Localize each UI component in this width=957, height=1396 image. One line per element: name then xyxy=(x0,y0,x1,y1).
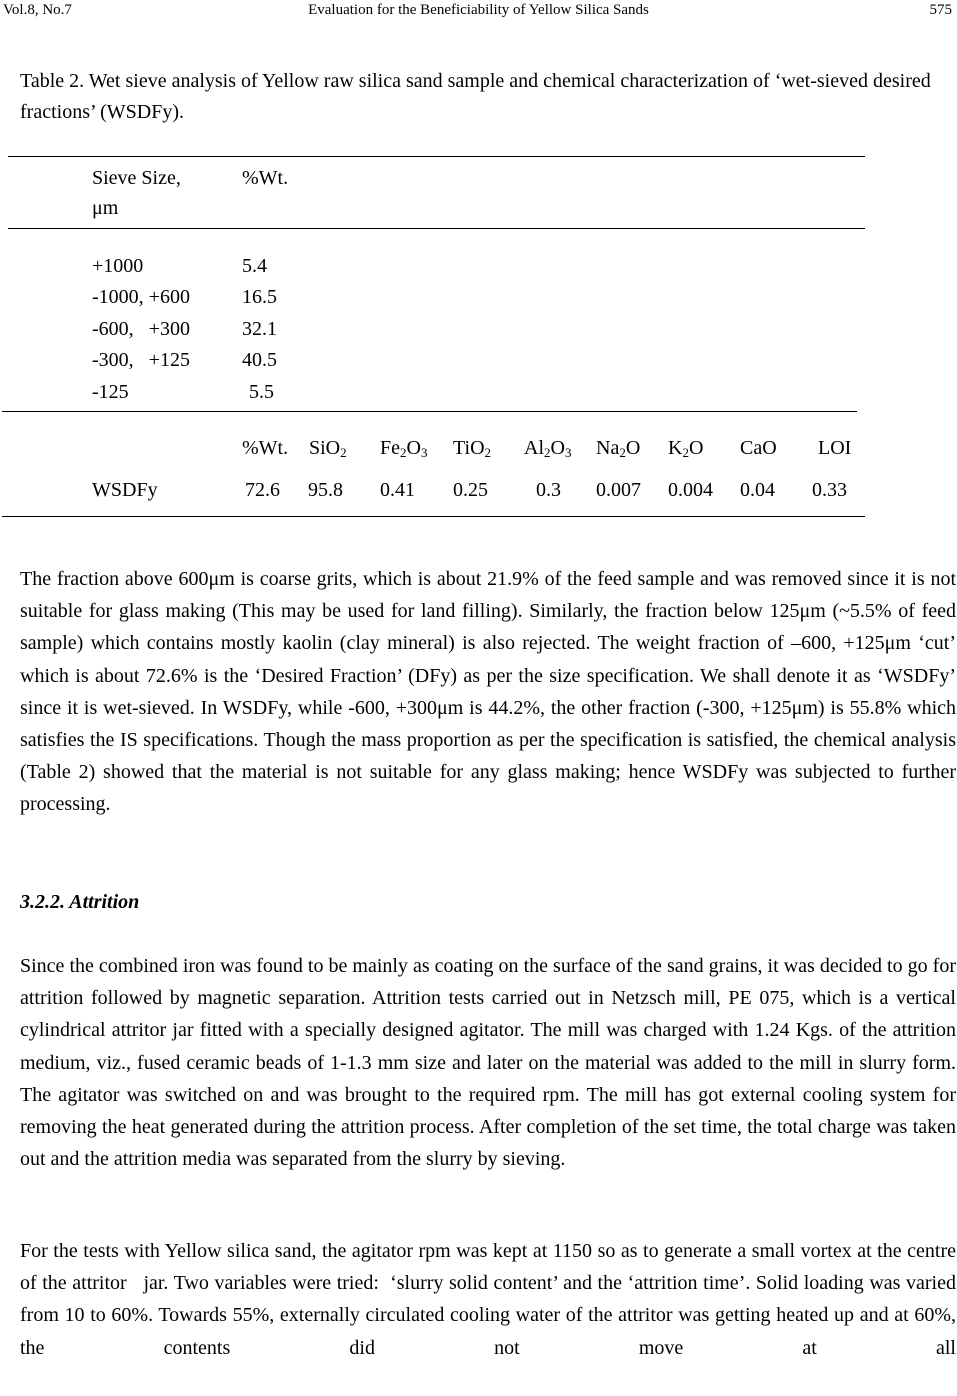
chem-cell-k2o: 0.004 xyxy=(668,479,713,501)
chem-cell-cao: 0.04 xyxy=(740,479,775,501)
chem-header-tio2: TiO$_2$ xyxy=(453,437,492,460)
sieve-size: -1000, +600 xyxy=(92,286,190,308)
sieve-size: -125 xyxy=(92,381,129,403)
col-header-sieve-unit: μm xyxy=(92,197,119,219)
chem-cell-al2o3: 0.3 xyxy=(536,479,561,501)
sieve-size: -300, +125 xyxy=(92,349,190,371)
chem-header-fe2o3: $Fe_2O_3$ xyxy=(380,437,428,460)
table-top-rule xyxy=(8,156,865,157)
table-header-rule xyxy=(8,228,865,229)
chem-header-loi: LOI xyxy=(818,437,852,459)
table-caption: Table 2. Wet sieve analysis of Yellow raw silica sand sample and chemical characterization of ‘wet-sieved desired fractions’ (WSDFy). xyxy=(20,70,931,123)
table-bottom-rule xyxy=(2,516,865,517)
chem-cell-tio2: 0.25 xyxy=(453,479,488,501)
page-number: 575 xyxy=(929,2,952,18)
paragraph-attrition-tests: For the tests with Yellow silica sand, the agitator rpm was kept at 1150 so as to generate a small vortex at the centre of the attritor jar. Two variables were tried: ‘slurry solid content’ and the ‘attrition time’. Solid loading was varied from 10 to 60%. Towards 55%, externally circulated cooling water of the attritor was getting heated up and at 60%, the contents did not move at all xyxy=(20,1240,956,1359)
chem-cell-sio2: 95.8 xyxy=(308,479,343,501)
chem-header-wt: %Wt. xyxy=(242,437,289,459)
col-header-sieve-size: Sieve Size, xyxy=(92,167,181,189)
sieve-wt: 40.5 xyxy=(242,349,277,371)
chem-cell-na2o: 0.007 xyxy=(596,479,641,501)
paragraph-size-fractions: The fraction above 600μm is coarse grits, which is about 21.9% of the feed sample and was removed since it is not suitable for glass making (This may be used for land filling). Similarly, the fraction below 125μm (~5.5% of feed sample) which contains mostly kaolin (clay mineral) is also rejected. The weight fraction of –600, +125μm ‘cut’ which is about 72.6% is the ‘Desired Fraction’ (DFy) as per the size specification. We shall denote it as ‘WSDFy’ since it is wet-sieved. In WSDFy, while -600, +300μm is 44.2%, the other fraction (-300, +125μm) is 55.8% which satisfies the IS specifications. Though the mass proportion as per the specification is satisfied, the chemical analysis (Table 2) showed that the material is not suitable for any glass making; hence WSDFy was subjected to further processing. xyxy=(20,568,956,816)
running-title: Evaluation for the Beneficiability of Yellow Silica Sands xyxy=(308,2,649,18)
sieve-size: +1000 xyxy=(92,255,144,277)
col-header-wt: %Wt. xyxy=(242,167,289,189)
sieve-wt: 16.5 xyxy=(242,286,277,308)
chem-cell-loi: 0.33 xyxy=(812,479,847,501)
chem-cell-wt: 72.6 xyxy=(245,479,280,501)
sieve-wt: 5.4 xyxy=(242,255,267,277)
sieve-wt: 32.1 xyxy=(242,318,277,340)
chem-cell-fe2o3: 0.41 xyxy=(380,479,415,501)
sieve-wt: 5.5 xyxy=(249,381,274,403)
chem-header-na2o: $Na_2O$ xyxy=(596,437,641,460)
chem-row-label: WSDFy xyxy=(92,479,158,501)
chem-header-sio2: SiO$_2$ xyxy=(309,437,347,460)
sieve-size: -600, +300 xyxy=(92,318,190,340)
journal-volume: Vol.8, No.7 xyxy=(3,2,72,18)
section-heading-attrition: 3.2.2. Attrition xyxy=(20,891,140,913)
chem-header-al2o3: $Al_2O_3$ xyxy=(524,437,572,460)
chem-header-cao: CaO xyxy=(740,437,777,459)
paragraph-attrition-method: Since the combined iron was found to be mainly as coating on the surface of the sand grains, it was decided to go for attrition followed by magnetic separation. Attrition tests carried out in Netzsch mill, PE 075, which is a vertical cylindrical attritor jar fitted with a specially designed agitator. The mill was charged with 1.24 Kgs. of the attrition medium, viz., fused ceramic beads of 1-1.3 mm size and later on the material was added to the mill in slurry form. The agitator was switched on and was brought to the required rpm. The mill has got external cooling system for removing the heat generated during the attrition process. After completion of the set time, the total charge was taken out and the attrition media was separated from the slurry by sieving. xyxy=(20,955,956,1171)
table-mid-rule xyxy=(2,411,857,412)
chem-header-k2o: $K_2O$ xyxy=(668,437,704,460)
